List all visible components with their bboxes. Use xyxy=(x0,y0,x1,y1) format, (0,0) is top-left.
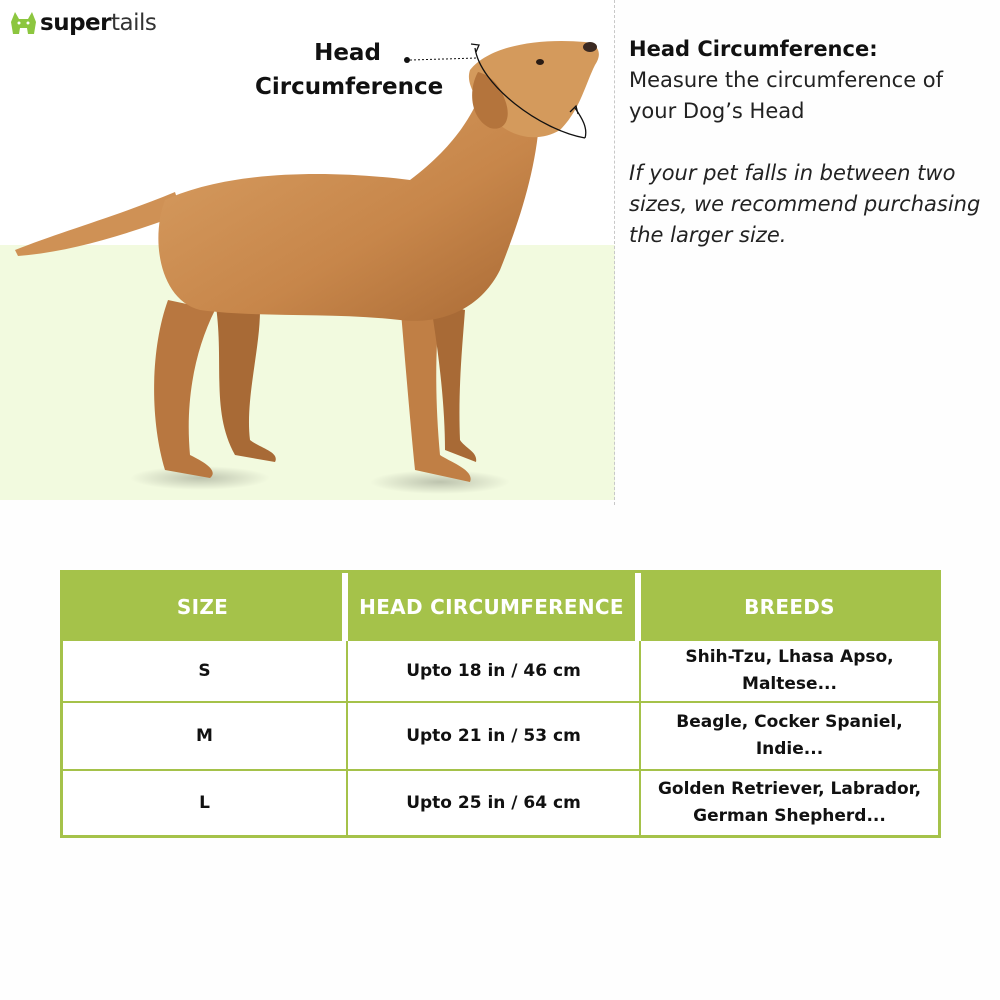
header-size: SIZE xyxy=(63,573,348,641)
info-title: Head Circumference: xyxy=(629,37,878,61)
size-cell: S xyxy=(63,641,348,701)
header-breeds: BREEDS xyxy=(641,573,938,641)
table-row xyxy=(63,641,938,701)
head-circumference-callout: Head Circumference xyxy=(255,40,444,100)
section-divider xyxy=(614,0,615,505)
circumference-cell: Upto 18 in / 46 cm xyxy=(348,641,641,701)
table-row xyxy=(63,769,938,835)
size-cell: L xyxy=(63,769,348,835)
breeds-cell: Shih-Tzu, Lhasa Apso, Maltese... xyxy=(641,641,938,701)
measurement-instructions xyxy=(629,34,989,251)
breeds-cell: Beagle, Cocker Spaniel, Indie... xyxy=(641,701,938,769)
info-description: Measure the circumference of your Dog’s Head xyxy=(629,68,944,123)
size-chart-table xyxy=(60,570,941,838)
dog-logo-icon xyxy=(8,8,38,38)
table-row xyxy=(63,701,938,769)
header-head-circumference: HEAD CIRCUMFERENCE xyxy=(348,573,641,641)
breeds-cell: Golden Retriever, Labrador, German Shepherd... xyxy=(641,769,938,835)
circumference-cell: Upto 21 in / 53 cm xyxy=(348,701,641,769)
table-header-row xyxy=(63,573,938,641)
brand-name: supertails xyxy=(40,10,157,36)
info-note: If your pet falls in between two sizes, we recommend purchasing the larger size. xyxy=(629,161,981,247)
product-image-area xyxy=(0,0,615,500)
size-cell: M xyxy=(63,701,348,769)
brand-logo[interactable] xyxy=(8,8,156,38)
circumference-cell: Upto 25 in / 64 cm xyxy=(348,769,641,835)
